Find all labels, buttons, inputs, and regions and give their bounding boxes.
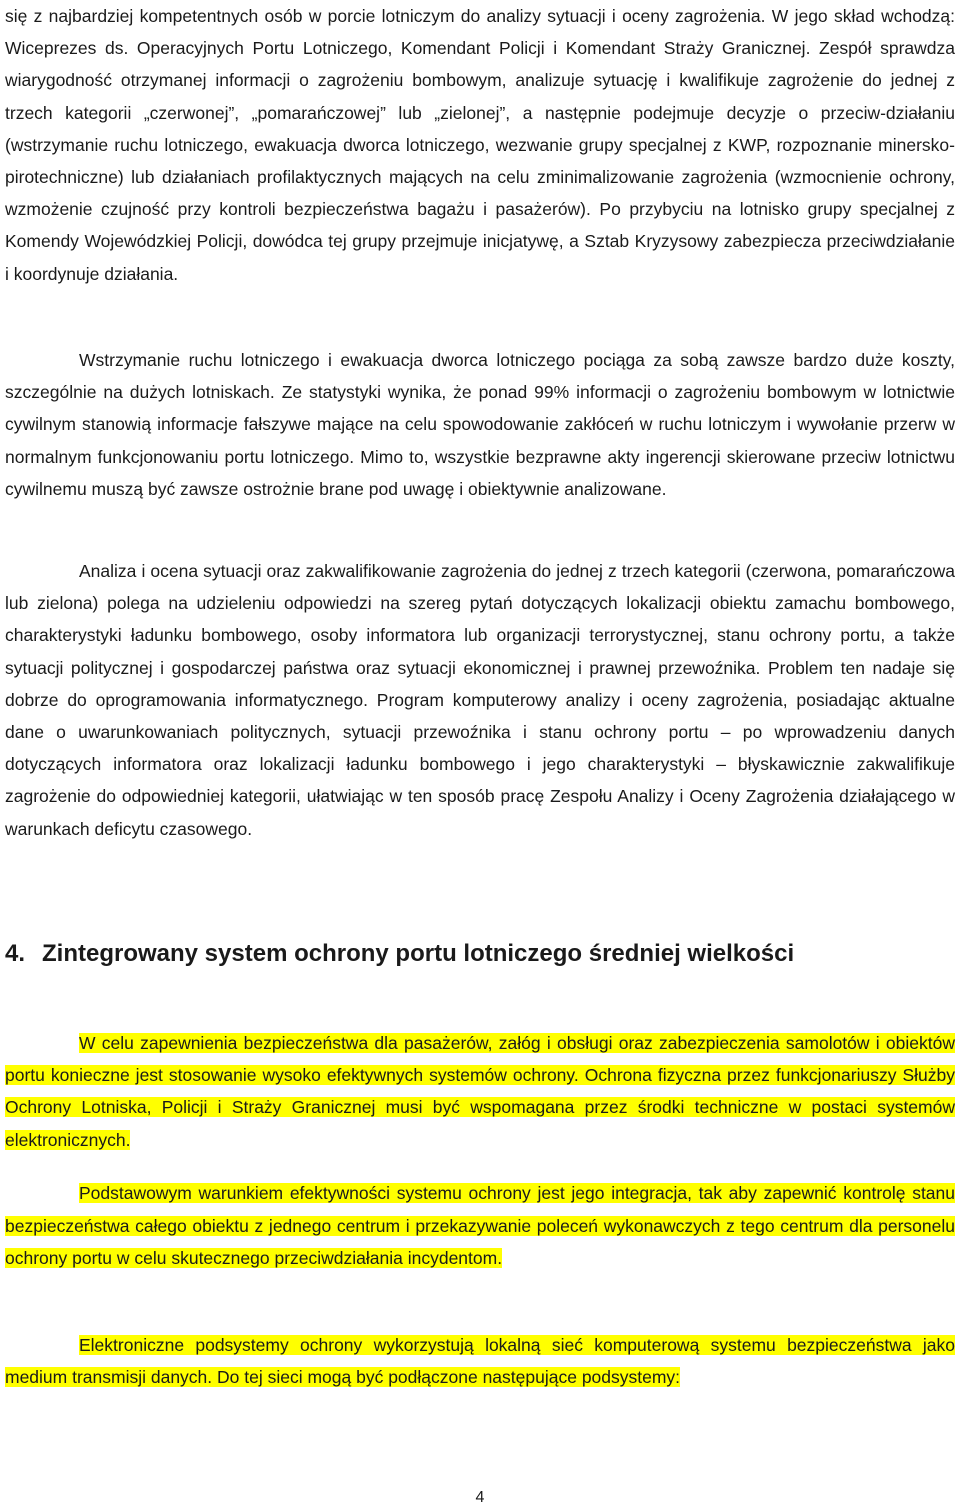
highlighted-paragraph-1 (5, 1027, 955, 1156)
highlighted-paragraph-3 (5, 1329, 955, 1393)
highlighted-paragraph-2 (5, 1177, 955, 1275)
body-paragraph-1: się z najbardziej kompetentnych osób w porcie lotniczym do analizy sytuacji i oceny zagrożenia. W jego skład wchodzą: Wiceprezes ds. Operacyjnych Portu Lotniczego, Komendant Policji i Komendant Straży Granicznej. Zespół sprawdza wiarygodność otrzymanej informacji o zagrożeniu bombowym, analizuje sytuację i kwalifikuje zagrożenie do jednej z trzech kategorii „czerwonej”, „pomarańczowej” lub „zielonej”, a następnie podejmuje decyzje o przeciw-działaniu (wstrzymanie ruchu lotniczego, ewakuacja dworca lotniczego, wezwanie grupy specjalnej z KWP, rozpoznanie minersko-pirotechniczne) lub działaniach profilaktycznych mających na celu zminimalizowanie zagrożenia (wzmocnienie ochrony, wzmożenie czujność przy kontroli bezpieczeństwa bagażu i pasażerów). Po przybyciu na lotnisko grupy specjalnej z Komendy Wojewódzkiej Policji, dowódca tej grupy przejmuje inicjatywę, a Sztab Kryzysowy zabezpiecza przeciwdziałanie i koordynuje działania. (5, 6, 955, 284)
highlighted-paragraph-3-text: Elektroniczne podsystemy ochrony wykorzystują lokalną sieć komputerową systemu bezpieczeństwa jako medium transmisji danych. Do tej sieci mogą być podłączone następujące podsystemy: (5, 1335, 955, 1388)
highlighted-paragraph-1-text: W celu zapewnienia bezpieczeństwa dla pasażerów, załóg i obsługi oraz zabezpieczenia samolotów i obiektów portu konieczne jest stosowanie wysoko efektywnych systemów ochrony. Ochrona fizyczna przez funkcjonariuszy Służby Ochrony Lotniska, Policji i Straży Granicznej musi być wspomagana przez środki techniczne w postaci systemów elektronicznych. (5, 1033, 955, 1150)
section-heading (5, 934, 794, 974)
section-title: Zintegrowany system ochrony portu lotniczego średniej wielkości (42, 940, 795, 967)
body-paragraph-2-text: Wstrzymanie ruchu lotniczego i ewakuacja dworca lotniczego pociąga za sobą zawsze bardzo duże koszty, szczególnie na dużych lotniskach. Ze statystyki wynika, że ponad 99% informacji o zagrożeniu bombowym w lotnictwie cywilnym stanowią informacje fałszywe mające na celu spowodowanie zakłóceń w ruchu lotniczym i wywołanie przerw w normalnym funkcjonowaniu portu lotniczego. Mimo to, wszystkie bezprawne akty ingerencji skierowane przeciw lotnictwu cywilnemu muszą być zawsze ostrożnie brane pod uwagę i obiektywnie analizowane. (5, 350, 955, 499)
body-paragraph-3-text: Analiza i ocena sytuacji oraz zakwalifikowanie zagrożenia do jednej z trzech kategorii (czerwona, pomarańczowa lub zielona) polega na udzieleniu odpowiedzi na szereg pytań dotyczących lokalizacji obiektu zamachu bombowego, charakterystyki ładunku bombowego, osoby informatora lub organizacji terrorystycznej, stanu ochrony portu, a także sytuacji politycznej i gospodarczej państwa oraz sytuacji ekonomicznej i prawnej przewoźnika. Problem ten nadaje się dobrze do oprogramowania informatycznego. Program komputerowy analizy i oceny zagrożenia, posiadając aktualne dane o uwarunkowaniach politycznych, sytuacji przewoźnika i stanu ochrony portu – po wprowadzeniu danych dotyczących informatora oraz lokalizacji ładunku bombowego i jego charakterystyki – błyskawicznie zakwalifikuje zagrożenie do odpowiedniej kategorii, ułatwiając w ten sposób pracę Zespołu Analizy i Oceny Zagrożenia działającego w warunkach deficytu czasowego. (5, 561, 955, 839)
body-paragraph-2 (5, 344, 955, 505)
body-paragraph-3 (5, 555, 955, 845)
highlighted-paragraph-2-text: Podstawowym warunkiem efektywności systemu ochrony jest jego integracja, tak aby zapewnić kontrolę stanu bezpieczeństwa całego obiektu z jednego centrum i przekazywanie poleceń wykonawczych z tego centrum dla personelu ochrony portu w celu skutecznego przeciwdziałania incydentom. (5, 1183, 955, 1268)
page-number: 4 (475, 1489, 485, 1506)
section-number: 4. (5, 940, 26, 967)
